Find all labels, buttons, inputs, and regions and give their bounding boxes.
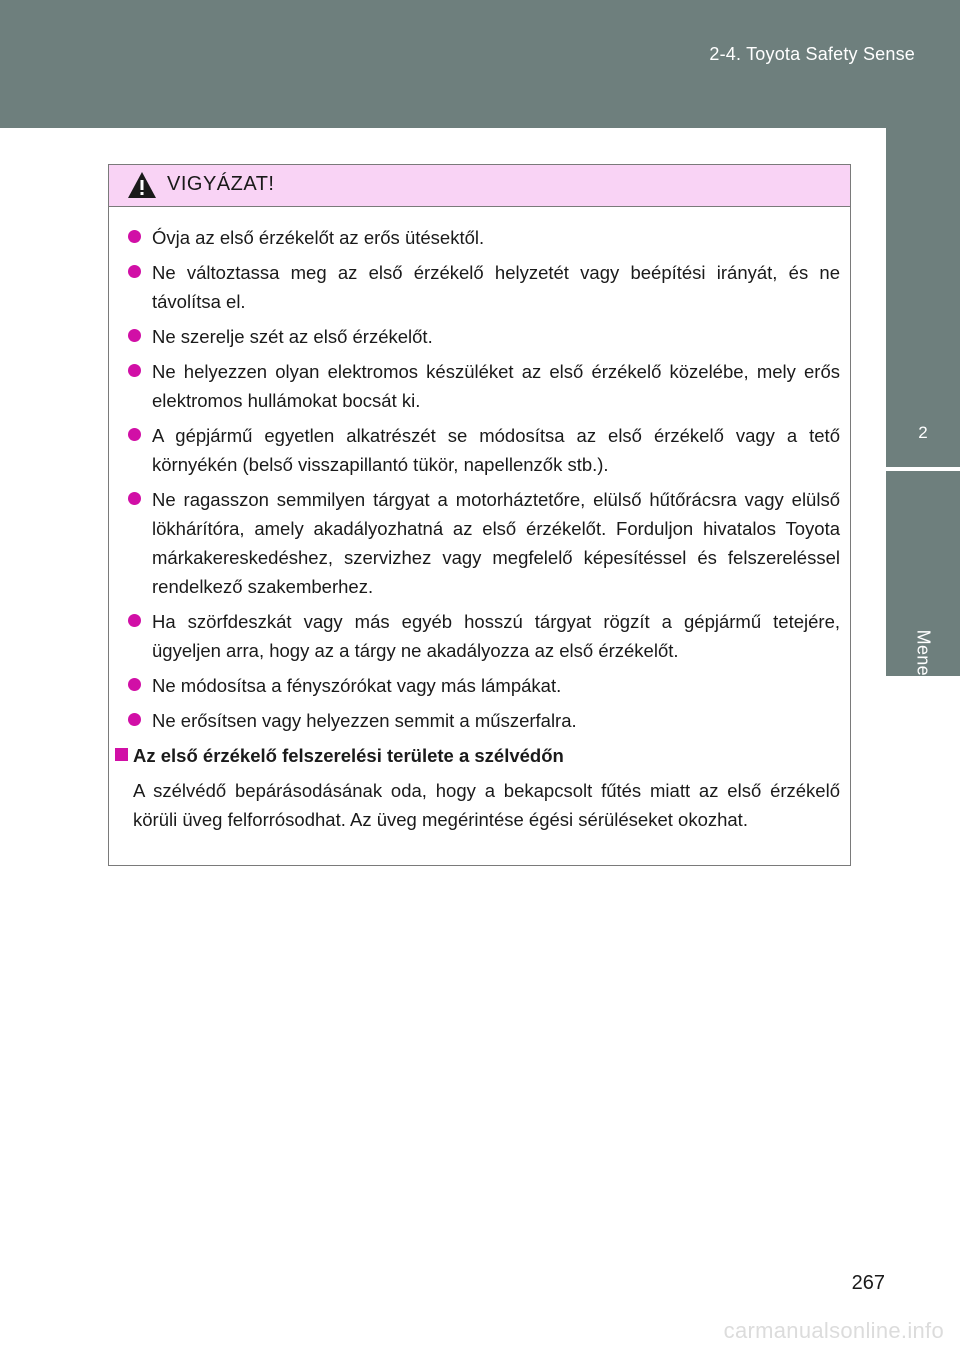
list-item [109, 671, 840, 700]
list-item [109, 706, 840, 735]
chapter-side-tab [886, 128, 960, 747]
list-item-text: Ne szerelje szét az első érzékelőt. [152, 326, 433, 347]
page-number: 267 [851, 1272, 885, 1294]
chapter-divider [886, 467, 960, 471]
list-item [109, 421, 840, 479]
list-item [109, 485, 840, 601]
bullet-dot-icon [128, 230, 141, 243]
bullet-dot-icon [128, 265, 141, 278]
list-item [109, 223, 840, 252]
header-band [0, 0, 960, 128]
section-title: 2-4. Toyota Safety Sense [709, 44, 915, 64]
list-item-text: Ne erősítsen vagy helyezzen semmit a műszerfalra. [152, 710, 577, 731]
list-item-text: A gépjármű egyetlen alkatrészét se módosítsa az első érzékelő vagy a tető környékén (belső visszapillantó tükör, napellenzők stb.). [152, 425, 840, 475]
chapter-label: Menet közben [913, 629, 934, 747]
bullet-dot-icon [128, 614, 141, 627]
list-item [109, 357, 840, 415]
list-item-text: Óvja az első érzékelőt az erős ütésektől. [152, 227, 485, 248]
bullet-dot-icon [128, 713, 141, 726]
watermark: carmanualsonline.info [723, 1318, 944, 1343]
list-item-text: Ha szörfdeszkát vagy más egyéb hosszú tárgyat rögzít a gépjármű tetejére, ügyeljen arra, hogy az a tárgy ne akadályozza az első érzékelőt. [152, 611, 840, 661]
caution-box [108, 164, 851, 866]
bullet-dot-icon [128, 329, 141, 342]
list-item-text: Ne helyezzen olyan elektromos készüléket az első érzékelő közelébe, mely erős elektromos hullámokat bocsát ki. [152, 361, 840, 411]
list-item-text: Ne változtassa meg az első érzékelő helyzetét vagy beépítési irányát, és ne távolítsa el. [152, 262, 840, 312]
chapter-number: 2 [918, 423, 928, 442]
subheading-text: Az első érzékelő felszerelési területe a szélvédőn [133, 745, 564, 766]
bullet-dot-icon [128, 364, 141, 377]
list-item [109, 258, 840, 316]
note-paragraph: A szélvédő bepárásodásának oda, hogy a bekapcsolt fűtés miatt az első érzékelő körüli üveg felforrósodhat. Az üveg megérintése égési sérüléseket okozhat. [133, 780, 840, 830]
list-item-text: Ne módosítsa a fényszórókat vagy más lámpákat. [152, 675, 562, 696]
bullet-dot-icon [128, 428, 141, 441]
bullet-dot-icon [128, 492, 141, 505]
list-item [109, 322, 840, 351]
caution-body [109, 207, 850, 834]
warning-triangle-icon [127, 171, 157, 199]
caution-title: VIGYÁZAT! [167, 173, 275, 195]
list-item [109, 607, 840, 665]
list-item-text: Ne ragasszon semmilyen tárgyat a motorháztetőre, elülső hűtőrácsra vagy elülső lökhárítóra, amely akadályozhatná az első érzékelőt. Forduljon hivatalos Toyota márkakereskedéshez, szervizhez vagy megfelelő képesítéssel és felszereléssel rendelkező szakemberhez. [152, 489, 840, 597]
square-bullet-icon [115, 748, 128, 761]
caution-header [109, 165, 850, 207]
subheading [109, 741, 840, 770]
bullet-dot-icon [128, 678, 141, 691]
